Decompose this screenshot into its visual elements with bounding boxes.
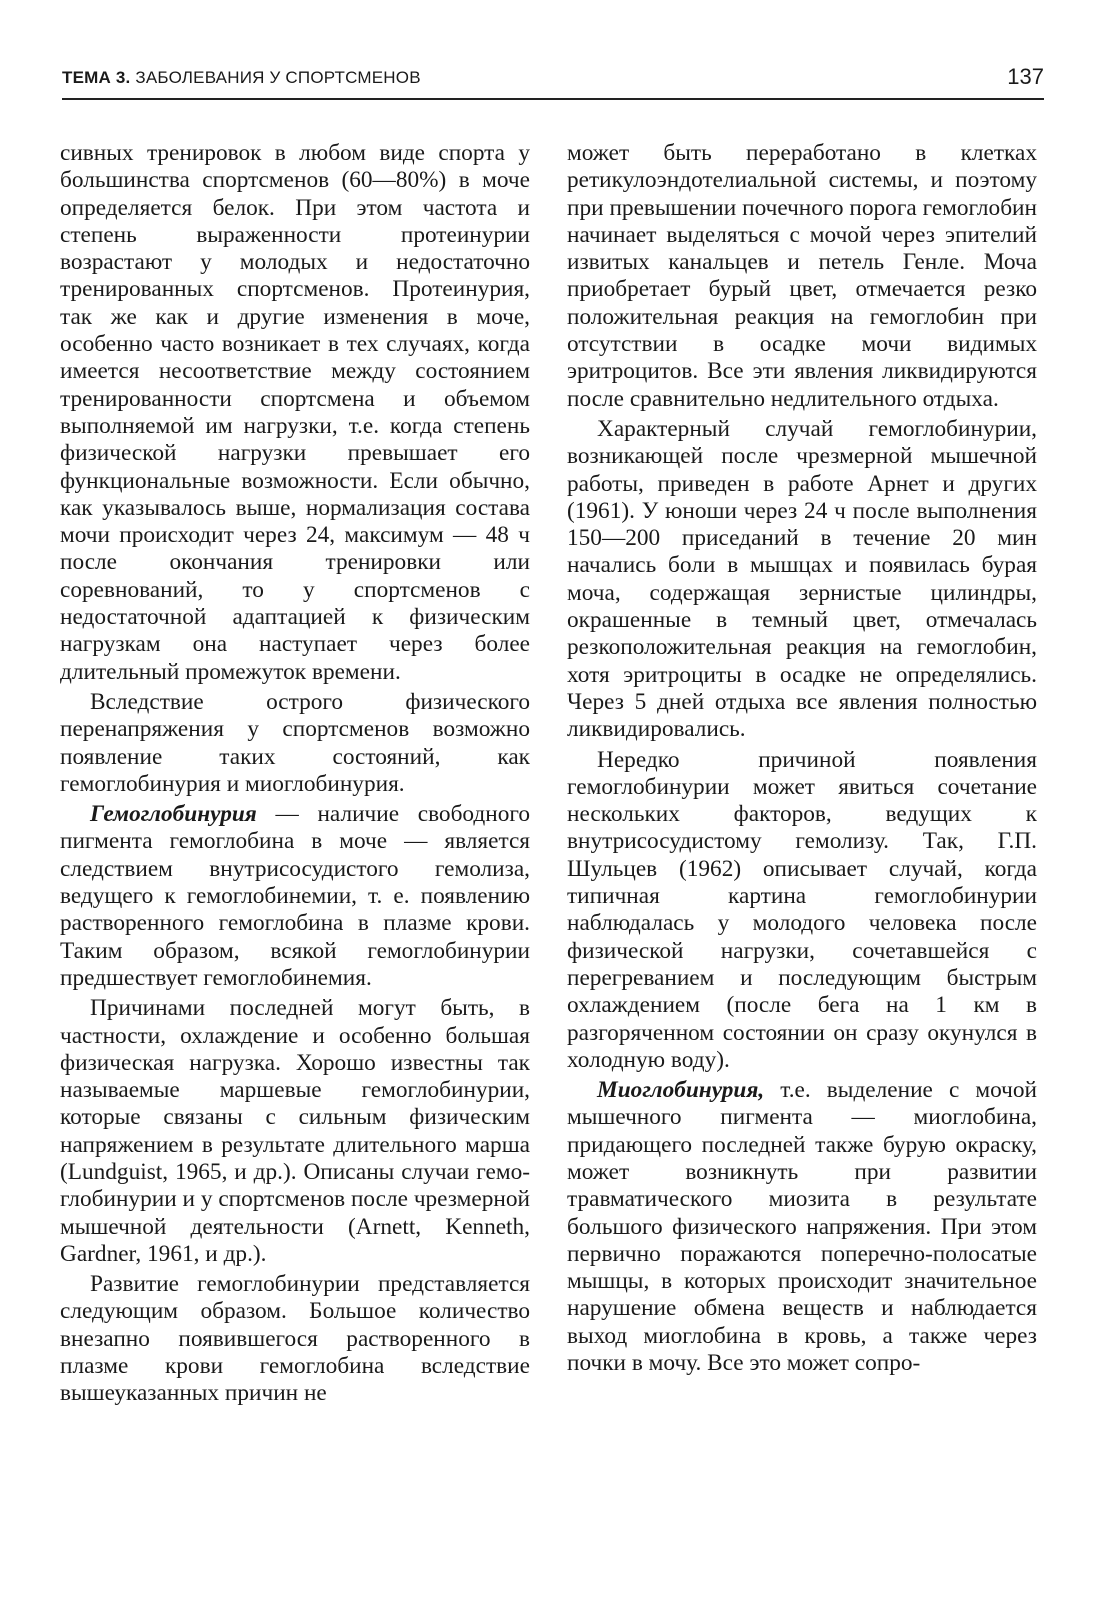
defined-term: Гемоглобинурия	[90, 801, 257, 828]
left-column	[60, 140, 530, 1408]
running-header	[62, 64, 1044, 100]
paragraph	[60, 801, 530, 992]
paragraph	[567, 416, 1037, 744]
running-title	[62, 68, 421, 88]
page-number: 137	[1007, 64, 1044, 89]
paragraph	[60, 140, 530, 686]
paragraph	[60, 995, 530, 1268]
paragraph-text: т.е. выделение с мочой мышечного пигмента — миоглобина, придающего последней также бурую окраску, может возникнуть при развитии травматического миозита в результате большого физического напряжения. При этом первично поражаются поперечно-полосатые мышцы, в которых происходит значительное нарушение обмена веществ и наблюдается выход миоглобина в кровь, а также через почки в мочу. Все это может сопро-	[567, 1077, 1037, 1377]
topic-number: ТЕМА 3.	[62, 68, 131, 87]
paragraph-text: Нередко причиной появления гемоглобинурии может явиться сочетание нескольких факторов, ведущих к внутрисосудистому гемолизу. Так, Г.П. Шульцев (1962) описывает случай, когда типичная картина гемоглобинурии наблюдалась у молодого человека после физической нагрузки, сочетавшейся с перегреванием и последующим быстрым охлаждением (после бега на 1 км в разгоряченном состоянии он сразу окунулся в холодную воду).	[567, 746, 1037, 1073]
paragraph	[567, 1077, 1037, 1377]
topic-title: ЗАБОЛЕВАНИЯ У СПОРТСМЕНОВ	[135, 68, 421, 87]
paragraph-text: Вследствие острого физического перенапряжения у спортсменов возможно появление таких состояний, как гемоглобинурия и миоглобинурия.	[60, 688, 530, 797]
paragraph-text: — наличие свободного пигмента гемоглобина в моче — является следствием внутрисосудистого гемолиза, ведущего к гемоглобинемии, т. е. появлению растворенного гемоглобина в плазме крови. Таким образом, всякой гемоглобинурии предшествует гемоглобинемия.	[60, 801, 530, 991]
paragraph	[60, 1271, 530, 1407]
paragraph-text: может быть переработано в клетках ретикулоэндотелиальной системы, и поэтому при превышении почечного порога гемоглобин начинает выделяться с мочой через эпителий извитых канальцев и петель Генле. Моча приобретает бурый цвет, отмечается резко положительная реакция на гемоглобин при отсутствии в осадке мочи видимых эритроцитов. Все эти явления ликвидируются после сравнительно недлительного отдыха.	[567, 140, 1037, 412]
right-column	[567, 140, 1037, 1377]
paragraph-text: Характерный случай гемоглобинурии, возникающей после чрезмерной мышечной работы, приведен в работе Арнет и других (1961). У юноши через 24 ч после выполнения 150—200 приседаний в течение 20 мин начались боли в мышцах и появилась бурая моча, содержащая зернистые цилиндры, окрашенные в темный цвет, отмечалась резкоположительная реакция на гемоглобин, хотя эритроциты в осадке не определялись. Через 5 дней отдыха все явления полностью ликвидировались.	[567, 415, 1037, 743]
paragraph	[567, 747, 1037, 1075]
paragraph-text: Развитие гемоглобинурии представляется следующим образом. Большое количество внезапно появившегося растворенного в плазме крови гемоглобина вследствие вышеуказанных причин не	[60, 1271, 530, 1407]
paragraph-text: сивных тренировок в любом виде спорта у большинства спортсменов (60—80%) в моче определяется белок. При этом частота и степень выраженности протеинурии возрастают у молодых и недостаточно тренированных спортсменов. Протеинурия, так же как и другие изменения в моче, особенно часто возникает в тех случаях, когда имеется несоответствие между состоянием тренированности спортсмена и объемом выполняемой им нагрузки, т.е. когда степень физической нагрузки превышает его функциональные возможности. Если обычно, как указывалось выше, нормализация состава мочи происходит через 24, максимум — 48 ч после окончания тренировки или соревнований, то у спортсменов с недостаточной адаптацией к физическим нагрузкам она наступает через более длительный промежуток времени.	[60, 140, 530, 685]
defined-term: Миоглобинурия,	[597, 1077, 765, 1104]
paragraph-text: Причинами последней могут быть, в частности, охлаждение и особенно большая физическая нагрузка. Хорошо известны так называемые маршевые гемоглобинурии, которые связаны с сильным физическим напряжением в результате длительного марша (Lundguist, 1965, и др.). Описаны случаи гемо-глобинурии и у спортсменов после чрезмерной мышечной деятельности (Arnett, Kenneth, Gardner, 1961, и др.).	[60, 995, 530, 1267]
paragraph	[60, 689, 530, 798]
paragraph	[567, 140, 1037, 413]
